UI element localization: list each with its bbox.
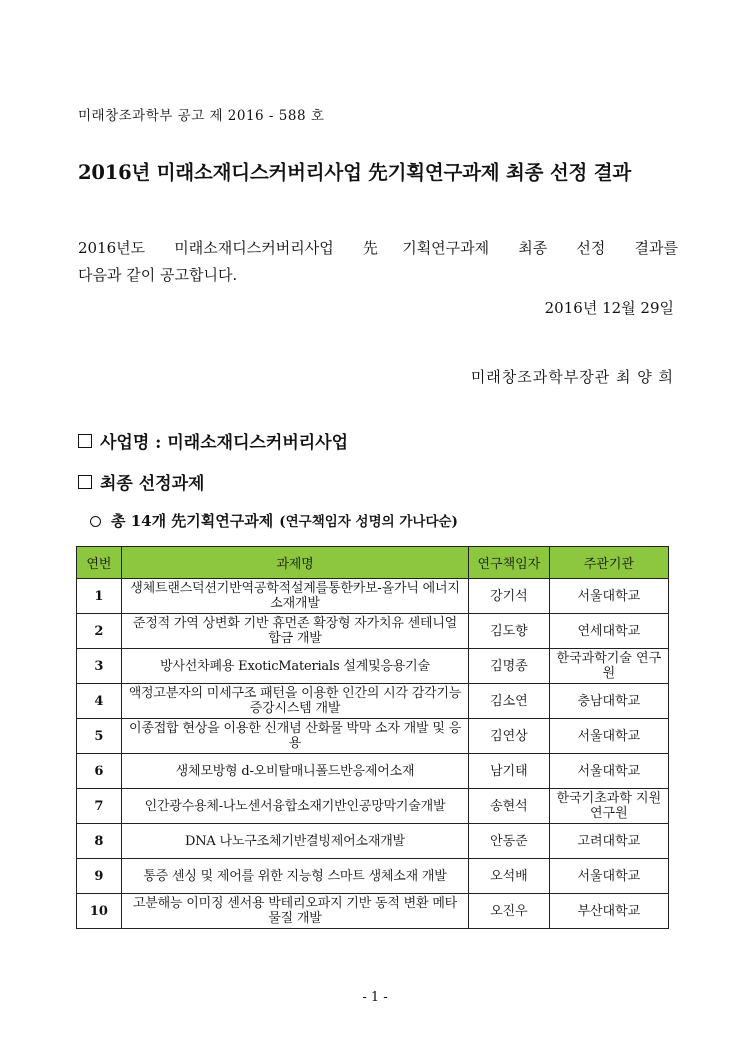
summary-note: (연구책임자 성명의 가나다순) <box>279 514 458 530</box>
row-title: 이종접합 현상을 이용한 신개념 산화물 박막 소자 개발 및 응용 <box>121 719 468 754</box>
section-selected <box>78 469 204 494</box>
table-row <box>77 719 669 754</box>
page-number: - 1 - <box>362 990 388 1005</box>
row-no: 6 <box>77 754 122 789</box>
row-pi: 김명종 <box>469 649 550 684</box>
row-no: 7 <box>77 789 122 824</box>
row-no: 1 <box>77 579 122 614</box>
row-org: 서울대학교 <box>549 719 668 754</box>
row-no: 3 <box>77 649 122 684</box>
table-row <box>77 684 669 719</box>
section-selected-label: 최종 선정과제 <box>100 474 205 494</box>
row-pi: 오석배 <box>469 859 550 894</box>
table-row <box>77 894 669 929</box>
row-no: 4 <box>77 684 122 719</box>
row-org: 서울대학교 <box>549 859 668 894</box>
section-program-label: 사업명 : 미래소재디스커버리사업 <box>100 433 349 453</box>
row-no: 8 <box>77 824 122 859</box>
row-title: 인간광수용체-나노센서융합소재기반인공망막기술개발 <box>121 789 468 824</box>
table-row <box>77 824 669 859</box>
row-title: 방사선차폐용 ExoticMaterials 설계및응용기술 <box>121 649 468 684</box>
square-bullet-icon <box>78 475 92 489</box>
summary-line <box>90 510 458 531</box>
row-no: 5 <box>77 719 122 754</box>
table-row <box>77 789 669 824</box>
signature-line: 미래창조과학부장관 최 양 희 <box>470 368 674 386</box>
row-pi: 송현석 <box>469 789 550 824</box>
row-title: 준정적 가역 상변화 기반 휴먼존 확장형 자가치유 센테니얼 합금 개발 <box>121 614 468 649</box>
table-row <box>77 754 669 789</box>
row-title: 생체모방형 d-오비탈매니폴드반응제어소재 <box>121 754 468 789</box>
row-no: 9 <box>77 859 122 894</box>
body-line-2: 다음과 같이 공고합니다. <box>78 266 238 284</box>
row-pi: 강기석 <box>469 579 550 614</box>
table-row <box>77 649 669 684</box>
row-pi: 남기태 <box>469 754 550 789</box>
row-org: 한국기초과학 지원연구원 <box>549 789 668 824</box>
row-org: 서울대학교 <box>549 579 668 614</box>
row-title: 통증 센싱 및 제어를 위한 지능형 스마트 생체소재 개발 <box>121 859 468 894</box>
row-org: 연세대학교 <box>549 614 668 649</box>
row-org: 부산대학교 <box>549 894 668 929</box>
row-org: 한국과학기술 연구원 <box>549 649 668 684</box>
table-row <box>77 859 669 894</box>
document-title: 2016년 미래소재디스커버리사업 先기획연구과제 최종 선정 결과 <box>78 161 632 184</box>
row-org: 충남대학교 <box>549 684 668 719</box>
row-org: 고려대학교 <box>549 824 668 859</box>
header-org: 주관기관 <box>549 547 668 579</box>
section-program <box>78 428 348 453</box>
row-title: 액정고분자의 미세구조 패턴을 이용한 인간의 시각 감각기능 증강시스템 개발 <box>121 684 468 719</box>
row-title: 생체트랜스덕션기반역공학적설계를통한카보-올가닉 에너지소재개발 <box>121 579 468 614</box>
square-bullet-icon <box>78 434 92 448</box>
row-pi: 김소연 <box>469 684 550 719</box>
table-row <box>77 579 669 614</box>
table-header-row <box>77 547 669 579</box>
body-line-1: 2016년도 미래소재디스커버리사업 先기획연구과제 최종 선정 결과를 <box>78 239 678 257</box>
table-row <box>77 614 669 649</box>
selection-table <box>76 546 669 929</box>
row-pi: 김연상 <box>469 719 550 754</box>
header-title: 과제명 <box>121 547 468 579</box>
row-pi: 오진우 <box>469 894 550 929</box>
row-no: 10 <box>77 894 122 929</box>
announcement-date: 2016년 12월 29일 <box>544 299 674 317</box>
header-no: 연번 <box>77 547 122 579</box>
row-org: 서울대학교 <box>549 754 668 789</box>
row-no: 2 <box>77 614 122 649</box>
row-title: 고분해능 이미징 센서용 박테리오파지 기반 동적 변환 메타 물질 개발 <box>121 894 468 929</box>
row-pi: 김도향 <box>469 614 550 649</box>
summary-main: 총 14개 先기획연구과제 <box>111 512 274 530</box>
circle-bullet-icon <box>90 516 101 527</box>
header-pi: 연구책임자 <box>469 547 550 579</box>
notice-number: 미래창조과학부 공고 제 2016 - 588 호 <box>78 108 325 124</box>
row-pi: 안동준 <box>469 824 550 859</box>
row-title: DNA 나노구조체기반결빙제어소재개발 <box>121 824 468 859</box>
